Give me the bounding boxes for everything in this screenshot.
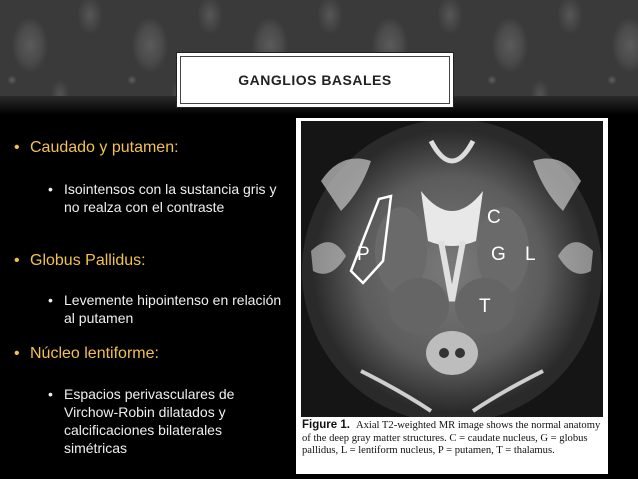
bullet-heading-globus: • Globus Pallidus: xyxy=(30,252,146,270)
mri-image xyxy=(301,121,603,417)
mri-figure xyxy=(296,118,608,474)
bullet-sub-globus: • Levemente hipointenso en relación al putamen xyxy=(64,291,284,327)
mri-illustration xyxy=(301,121,603,417)
label-g: G xyxy=(491,244,506,265)
bullet-sub-caudado: • Isointensos con la sustancia gris y no realza con el contraste xyxy=(64,180,284,216)
label-l: L xyxy=(525,244,536,265)
caption-label: Figure 1. xyxy=(302,419,350,431)
label-t: T xyxy=(479,296,491,317)
figure-caption xyxy=(302,419,602,458)
label-c: C xyxy=(487,207,501,228)
slide-title-box xyxy=(176,52,454,108)
slide-title: GANGLIOS BASALES xyxy=(238,72,392,88)
bullet-heading-lentiforme: • Núcleo lentiforme: xyxy=(30,345,159,363)
bullet-heading-caudado: • Caudado y putamen: xyxy=(30,139,179,157)
caption-text: Axial T2-weighted MR image shows the normal anatomy of the deep gray matter structures. C = caudate nucleus, G = globus pallidus, L = lentiform nucleus, P = putamen, T = thalamus. xyxy=(302,420,601,456)
bullet-sub-lentiforme: • Espacios perivasculares de Virchow-Robin dilatados y calcificaciones bilaterales simétricas xyxy=(64,385,284,457)
label-p: P xyxy=(357,244,370,265)
